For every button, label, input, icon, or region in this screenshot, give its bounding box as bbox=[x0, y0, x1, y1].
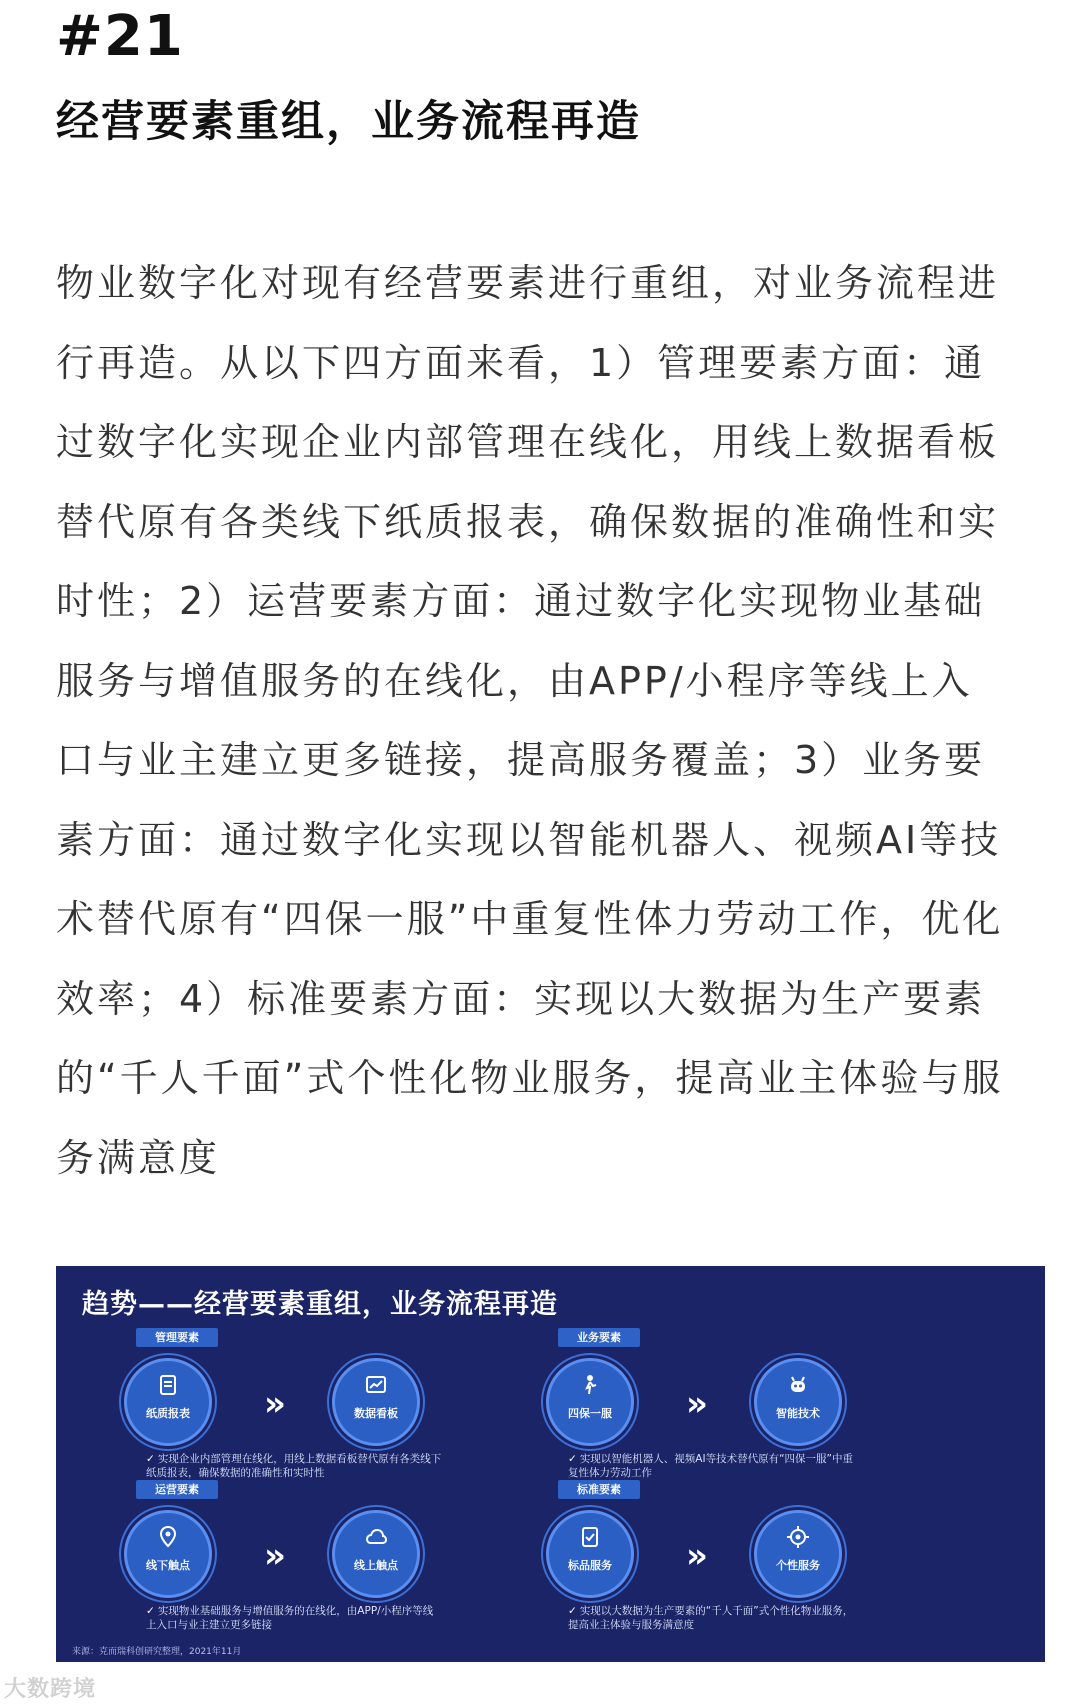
block-description bbox=[146, 1604, 476, 1632]
circle-paper-report bbox=[124, 1358, 212, 1446]
body-line: 时性；2）运营要素方面：通过数字化实现物业基础 bbox=[56, 579, 986, 623]
block-standard bbox=[518, 1480, 998, 1650]
document-icon bbox=[156, 1373, 180, 1397]
double-chevron-icon: » bbox=[264, 1384, 276, 1424]
circle-data-board bbox=[332, 1358, 420, 1446]
circle-label: 四保一服 bbox=[568, 1407, 612, 1420]
block-description bbox=[568, 1604, 898, 1632]
circle-standard-service bbox=[546, 1510, 634, 1598]
tag-management: 管理要素 bbox=[136, 1328, 218, 1347]
double-chevron-icon: » bbox=[686, 1536, 698, 1576]
circle-label: 线上触点 bbox=[354, 1559, 398, 1572]
check-icon: ✓ bbox=[568, 1453, 577, 1465]
desc-line: 实现以大数据为生产要素的“千人千面”式个性化物业服务， bbox=[579, 1605, 854, 1617]
body-line: 的“千人千面”式个性化物业服务，提高业主体验与服 bbox=[56, 1056, 1004, 1100]
circle-label: 数据看板 bbox=[354, 1407, 398, 1420]
body-line: 口与业主建立更多链接，提高服务覆盖；3）业务要 bbox=[56, 738, 986, 782]
body-line: 替代原有各类线下纸质报表，确保数据的准确性和实 bbox=[56, 499, 1000, 544]
article-body bbox=[56, 244, 1036, 1198]
checklist-icon bbox=[578, 1525, 602, 1549]
worker-icon bbox=[578, 1373, 602, 1397]
chart-board-icon bbox=[364, 1373, 388, 1397]
heading-number: #21 bbox=[56, 4, 184, 69]
watermark: 大数跨境 bbox=[4, 1677, 97, 1702]
check-icon: ✓ bbox=[568, 1605, 577, 1617]
block-management bbox=[96, 1328, 576, 1498]
slide-source: 来源：克而瑞科创研究整理，2021年11月 bbox=[72, 1647, 242, 1657]
slide-title: 趋势——经营要素重组，业务流程再造 bbox=[82, 1289, 558, 1320]
desc-line: 实现以智能机器人、视频AI等技术替代原有“四保一服”中重 bbox=[579, 1453, 853, 1465]
tag-business: 业务要素 bbox=[558, 1328, 640, 1347]
body-line: 术替代原有“四保一服”中重复性体力劳动工作，优化 bbox=[56, 897, 1004, 941]
desc-line: 上入口与业主建立更多链接 bbox=[146, 1619, 272, 1631]
body-line: 务满意度 bbox=[56, 1135, 221, 1180]
desc-line: 实现企业内部管理在线化，用线上数据看板替代原有各类线下 bbox=[157, 1453, 442, 1465]
heading-title: 经营要素重组，业务流程再造 bbox=[56, 97, 641, 147]
location-icon bbox=[156, 1525, 180, 1549]
circle-label: 智能技术 bbox=[776, 1407, 820, 1420]
block-business bbox=[518, 1328, 998, 1498]
circle-label: 纸质报表 bbox=[146, 1407, 190, 1420]
cloud-icon bbox=[364, 1525, 388, 1549]
double-chevron-icon: » bbox=[686, 1384, 698, 1424]
tag-standard: 标准要素 bbox=[558, 1480, 640, 1499]
circle-label: 标品服务 bbox=[568, 1559, 612, 1572]
block-description bbox=[146, 1452, 476, 1480]
body-line: 行再造。从以下四方面来看，1）管理要素方面：通 bbox=[56, 340, 986, 385]
circle-label: 线下触点 bbox=[146, 1559, 190, 1572]
circle-offline-touchpoint bbox=[124, 1510, 212, 1598]
circle-smart-tech bbox=[754, 1358, 842, 1446]
circle-label: 个性服务 bbox=[776, 1559, 820, 1572]
check-icon: ✓ bbox=[146, 1453, 155, 1465]
circle-online-touchpoint bbox=[332, 1510, 420, 1598]
block-operation bbox=[96, 1480, 576, 1650]
body-line: 服务与增值服务的在线化，由APP/小程序等线上入 bbox=[56, 658, 973, 703]
target-icon bbox=[786, 1525, 810, 1549]
tag-operation: 运营要素 bbox=[136, 1480, 218, 1499]
desc-line: 复性体力劳动工作 bbox=[568, 1467, 652, 1479]
block-description bbox=[568, 1452, 898, 1480]
check-icon: ✓ bbox=[146, 1605, 155, 1617]
body-line: 素方面：通过数字化实现以智能机器人、视频AI等技 bbox=[56, 817, 1002, 862]
desc-line: 实现物业基础服务与增值服务的在线化，由APP/小程序等线 bbox=[157, 1605, 434, 1617]
double-chevron-icon: » bbox=[264, 1536, 276, 1576]
body-line: 物业数字化对现有经营要素进行重组，对业务流程进 bbox=[56, 261, 1000, 305]
trend-slide-image bbox=[56, 1266, 1045, 1662]
robot-icon bbox=[786, 1373, 810, 1397]
body-line: 效率；4）标准要素方面：实现以大数据为生产要素 bbox=[56, 976, 986, 1021]
circle-personalized-service bbox=[754, 1510, 842, 1598]
desc-line: 纸质报表，确保数据的准确性和实时性 bbox=[146, 1467, 325, 1479]
desc-line: 提高业主体验与服务满意度 bbox=[568, 1619, 694, 1631]
body-line: 过数字化实现企业内部管理在线化，用线上数据看板 bbox=[56, 420, 1000, 464]
circle-four-services bbox=[546, 1358, 634, 1446]
